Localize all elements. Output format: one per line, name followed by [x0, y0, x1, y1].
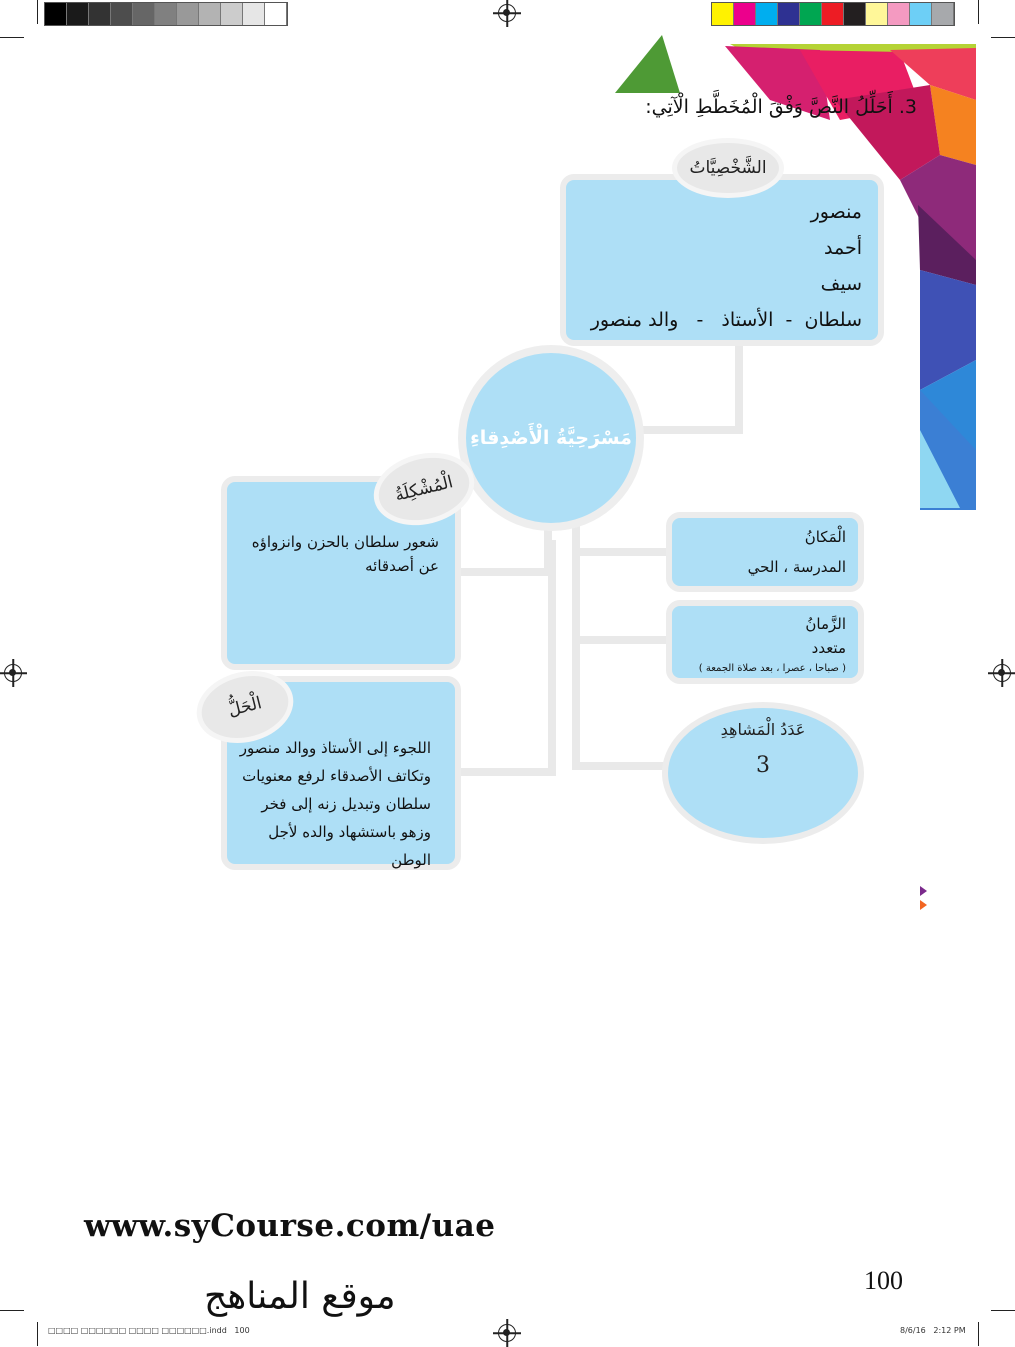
- problem-text: شعور سلطان بالحزن وانزواؤه عن أصدقائه: [251, 533, 439, 575]
- time-card: [666, 600, 864, 684]
- connector-line: [572, 520, 580, 770]
- crop-mark: [978, 0, 979, 24]
- crop-mark: [37, 0, 38, 24]
- registration-mark-icon: [4, 664, 22, 682]
- time-note: ( صباحا ، عصرا ، بعد صلاة الجمعة ): [698, 663, 846, 674]
- solution-title: الْحَلُّ: [189, 661, 301, 753]
- character-item: منصور: [810, 201, 862, 223]
- characters-card: [560, 174, 884, 346]
- problem-title: الْمُشْكِلَةُ: [366, 443, 482, 536]
- connector-line: [456, 768, 556, 776]
- connector-line: [572, 636, 668, 644]
- cmyk-color-bar: [711, 2, 955, 26]
- website-url: www.syCourse.com/uae: [84, 1208, 496, 1244]
- registration-mark-icon: [498, 4, 516, 22]
- site-name: موقع المناهج: [204, 1276, 396, 1317]
- slug-filename: □□□□ □□□□□□ □□□□ □□□□□□.indd 100: [48, 1326, 250, 1335]
- connector-line: [548, 540, 556, 776]
- connector-line: [456, 568, 552, 576]
- solution-text: اللجوء إلى الأستاذ ووالد منصور وتكاتف الأصدقاء لرفع معنويات سلطان وتبديل زنه إلى فخر وزهو باستشهاد والده لأجل الوطن: [239, 739, 431, 869]
- connector-line: [735, 342, 743, 434]
- scenes-value: 3: [756, 753, 770, 778]
- registration-mark-icon: [498, 1324, 516, 1342]
- connector-line: [572, 762, 668, 770]
- character-item: أحمد: [824, 237, 862, 259]
- time-title: الزَّمانُ: [805, 615, 846, 633]
- crop-mark: [0, 37, 24, 38]
- crop-mark: [37, 1322, 38, 1346]
- character-item: سلطان - الأستاذ - والد منصور: [590, 309, 862, 331]
- registration-mark-icon: [993, 664, 1011, 682]
- center-title: مَسْرَحِيَّةُ الْأَصْدِقاءِ: [470, 427, 632, 449]
- characters-title: الشَّخْصِيَّاتُ: [672, 138, 784, 198]
- grayscale-color-bar: [44, 2, 288, 26]
- crop-mark: [978, 1322, 979, 1346]
- place-card: [666, 512, 864, 592]
- scenes-title: عَدَدُ الْمَشاهِدِ: [720, 720, 806, 739]
- place-value: المدرسة ، الحي: [747, 558, 846, 576]
- connector-line: [630, 426, 743, 434]
- center-circle: [458, 345, 644, 531]
- place-title: الْمَكانُ: [804, 528, 846, 546]
- connector-line: [572, 548, 668, 556]
- question-heading: 3. أَحَلِّلُ النَّصَّ وَفْقَ الْمُخَطَّطِ الْآتِي:: [645, 96, 917, 118]
- page-number: 100: [864, 1266, 903, 1295]
- crop-mark: [991, 1310, 1015, 1311]
- time-value: متعدد: [811, 639, 846, 657]
- crop-mark: [991, 37, 1015, 38]
- character-item: سيف: [820, 273, 862, 295]
- crop-mark: [0, 1310, 24, 1311]
- scenes-ellipse: [662, 702, 864, 844]
- arrow-marks-icon: [918, 884, 930, 912]
- slug-date: 8/6/16 2:12 PM: [900, 1326, 966, 1335]
